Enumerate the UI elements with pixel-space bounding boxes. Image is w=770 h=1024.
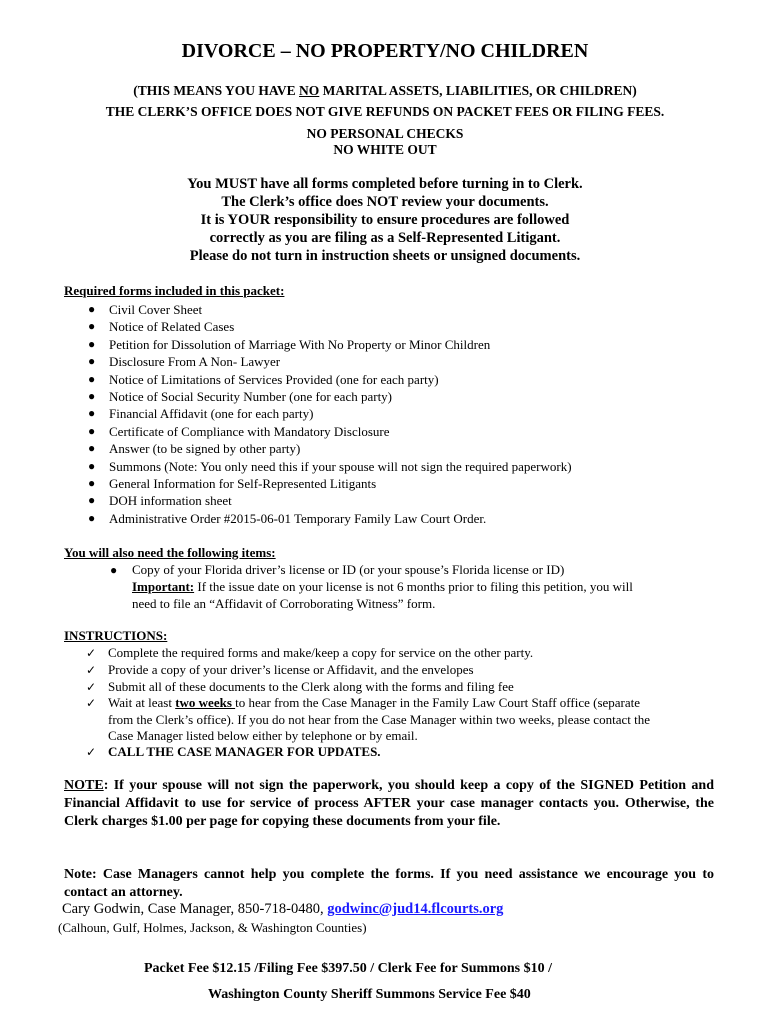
checkmark-icon: ✓ bbox=[86, 680, 97, 694]
bullet-icon: ● bbox=[88, 302, 96, 316]
sheriff-fee-line: Washington County Sheriff Summons Service Fee $40 bbox=[208, 987, 531, 1002]
bullet-icon: ● bbox=[88, 336, 96, 351]
list-item bbox=[64, 440, 572, 457]
warning-line: Please do not turn in instruction sheets or unsigned documents. bbox=[189, 248, 581, 264]
instruction-step-text: Provide a copy of your driver’s license or Affidavit, and the envelopes bbox=[108, 662, 474, 677]
instruction-step-continued: Case Manager listed below either by telephone or by email. bbox=[108, 728, 418, 743]
case-manager-note: Note: Case Managers cannot help you complete the forms. If you need assistance we encourage you to contact an attorney. bbox=[64, 867, 714, 900]
note-text: : If your spouse will not sign the paperwork, you should keep a copy of the SIGNED Petition and Financial Affidavit to use for service of process AFTER your case manager contacts you. Otherwise, the Clerk charges $1.00 per page for copying these documents from your file. bbox=[64, 778, 714, 829]
no-assets-notice bbox=[0, 83, 770, 99]
no-assets-emphasis: NO bbox=[299, 83, 320, 98]
instruction-step bbox=[86, 744, 381, 760]
two-weeks-emphasis: two weeks bbox=[175, 695, 236, 710]
instructions-heading: INSTRUCTIONS: bbox=[64, 628, 168, 643]
spouse-note bbox=[64, 777, 714, 831]
license-item-label: Copy of your Florida driver’s license or ID (or your spouse’s Florida license or ID) bbox=[132, 562, 565, 577]
list-item-label: General Information for Self-Represented Litigants bbox=[109, 475, 377, 491]
list-item bbox=[64, 318, 572, 335]
bullet-icon: ● bbox=[88, 475, 96, 490]
instruction-step-continued: from the Clerk’s office). If you do not hear from the Case Manager within two weeks, please contact the bbox=[108, 712, 650, 727]
list-item bbox=[64, 301, 572, 318]
bullet-icon: ● bbox=[88, 441, 96, 456]
contact-line bbox=[62, 901, 503, 918]
counties-line: (Calhoun, Gulf, Holmes, Jackson, & Washington Counties) bbox=[58, 920, 367, 935]
list-item bbox=[64, 492, 572, 509]
no-checks-notice: NO PERSONAL CHECKS bbox=[306, 126, 464, 141]
important-label: Important: bbox=[132, 579, 195, 594]
also-need-heading: You will also need the following items: bbox=[64, 545, 276, 560]
list-item bbox=[64, 405, 572, 422]
list-item bbox=[64, 423, 572, 440]
warning-line: It is YOUR responsibility to ensure procedures are followed bbox=[200, 212, 570, 228]
warning-line: You MUST have all forms completed before turning in to Clerk. bbox=[187, 176, 583, 192]
no-refunds-notice: THE CLERK’S OFFICE DOES NOT GIVE REFUNDS ON PACKET FEES OR FILING FEES. bbox=[105, 104, 665, 119]
instruction-step bbox=[86, 662, 474, 678]
list-item bbox=[64, 458, 572, 475]
list-item-label: Civil Cover Sheet bbox=[109, 302, 203, 317]
bullet-icon: ● bbox=[88, 458, 96, 473]
list-item-label: Petition for Dissolution of Marriage With No Property or Minor Children bbox=[109, 336, 491, 352]
checkmark-icon: ✓ bbox=[86, 696, 97, 710]
list-item-label: DOH information sheet bbox=[109, 493, 232, 509]
bullet-icon: ● bbox=[88, 354, 96, 369]
list-item-label: Notice of Related Cases bbox=[109, 319, 235, 335]
bullet-icon: ● bbox=[88, 388, 96, 403]
instruction-step bbox=[86, 695, 640, 711]
important-note-line2: need to file an “Affidavit of Corroborating Witness” form. bbox=[132, 596, 436, 611]
instruction-step-text: Complete the required forms and make/keep a copy for service on the other party. bbox=[108, 645, 534, 660]
bullet-icon: ● bbox=[110, 563, 118, 577]
instruction-step-text: to hear from the Case Manager in the Family Law Court Staff office (separate bbox=[235, 695, 641, 710]
instruction-step bbox=[86, 645, 533, 661]
instruction-step-text: Submit all of these documents to the Clerk along with the forms and filing fee bbox=[108, 679, 514, 694]
warning-line: correctly as you are filing as a Self-Represented Litigant. bbox=[209, 230, 561, 246]
checkmark-icon: ✓ bbox=[86, 646, 97, 660]
bullet-icon: ● bbox=[88, 493, 96, 508]
contact-email-link[interactable]: godwinc@jud14.flcourts.org bbox=[327, 901, 504, 917]
required-forms-heading: Required forms included in this packet: bbox=[64, 283, 285, 298]
warning-line: The Clerk’s office does NOT review your documents. bbox=[221, 194, 549, 210]
list-item bbox=[64, 510, 572, 527]
bullet-icon: ● bbox=[88, 423, 96, 438]
list-item bbox=[64, 336, 572, 353]
bullet-icon: ● bbox=[88, 319, 96, 334]
list-item bbox=[64, 388, 572, 405]
contact-text: Cary Godwin, Case Manager, 850-718-0480, bbox=[62, 901, 328, 917]
note-label: NOTE bbox=[64, 778, 104, 793]
important-note bbox=[132, 579, 633, 595]
required-forms-list bbox=[64, 301, 572, 527]
list-item-label: Notice of Limitations of Services Provided (one for each party) bbox=[109, 371, 439, 387]
important-text: If the issue date on your license is not 6 months prior to filing this petition, you will bbox=[194, 579, 633, 594]
no-assets-post: MARITAL ASSETS, LIABILITIES, OR CHILDREN) bbox=[319, 83, 637, 98]
list-item-label: Administrative Order #2015-06-01 Temporary Family Law Court Order. bbox=[109, 510, 487, 526]
list-item bbox=[64, 353, 572, 370]
list-item bbox=[64, 475, 572, 492]
fees-line: Packet Fee $12.15 /Filing Fee $397.50 / Clerk Fee for Summons $10 / bbox=[144, 961, 553, 976]
list-item-label: Certificate of Compliance with Mandatory Disclosure bbox=[109, 423, 390, 439]
list-item-label: Financial Affidavit (one for each party) bbox=[109, 406, 314, 422]
page-title: DIVORCE – NO PROPERTY/NO CHILDREN bbox=[181, 40, 589, 62]
bullet-icon: ● bbox=[88, 510, 96, 525]
checkmark-icon: ✓ bbox=[86, 745, 97, 759]
bullet-icon: ● bbox=[88, 406, 96, 421]
list-item-label: Disclosure From A Non- Lawyer bbox=[109, 354, 281, 370]
no-whiteout-notice: NO WHITE OUT bbox=[333, 142, 437, 157]
license-item bbox=[110, 562, 564, 578]
instruction-step-text: CALL THE CASE MANAGER FOR UPDATES. bbox=[108, 744, 381, 759]
instruction-step-text: Wait at least bbox=[108, 695, 176, 710]
list-item-label: Summons (Note: You only need this if your spouse will not sign the required paperwork) bbox=[109, 458, 572, 474]
bullet-icon: ● bbox=[88, 371, 96, 386]
list-item bbox=[64, 371, 572, 388]
instruction-step bbox=[86, 679, 514, 695]
list-item-label: Answer (to be signed by other party) bbox=[109, 441, 301, 457]
no-assets-pre: (THIS MEANS YOU HAVE bbox=[133, 83, 300, 98]
checkmark-icon: ✓ bbox=[86, 663, 97, 677]
list-item-label: Notice of Social Security Number (one for each party) bbox=[109, 388, 393, 404]
